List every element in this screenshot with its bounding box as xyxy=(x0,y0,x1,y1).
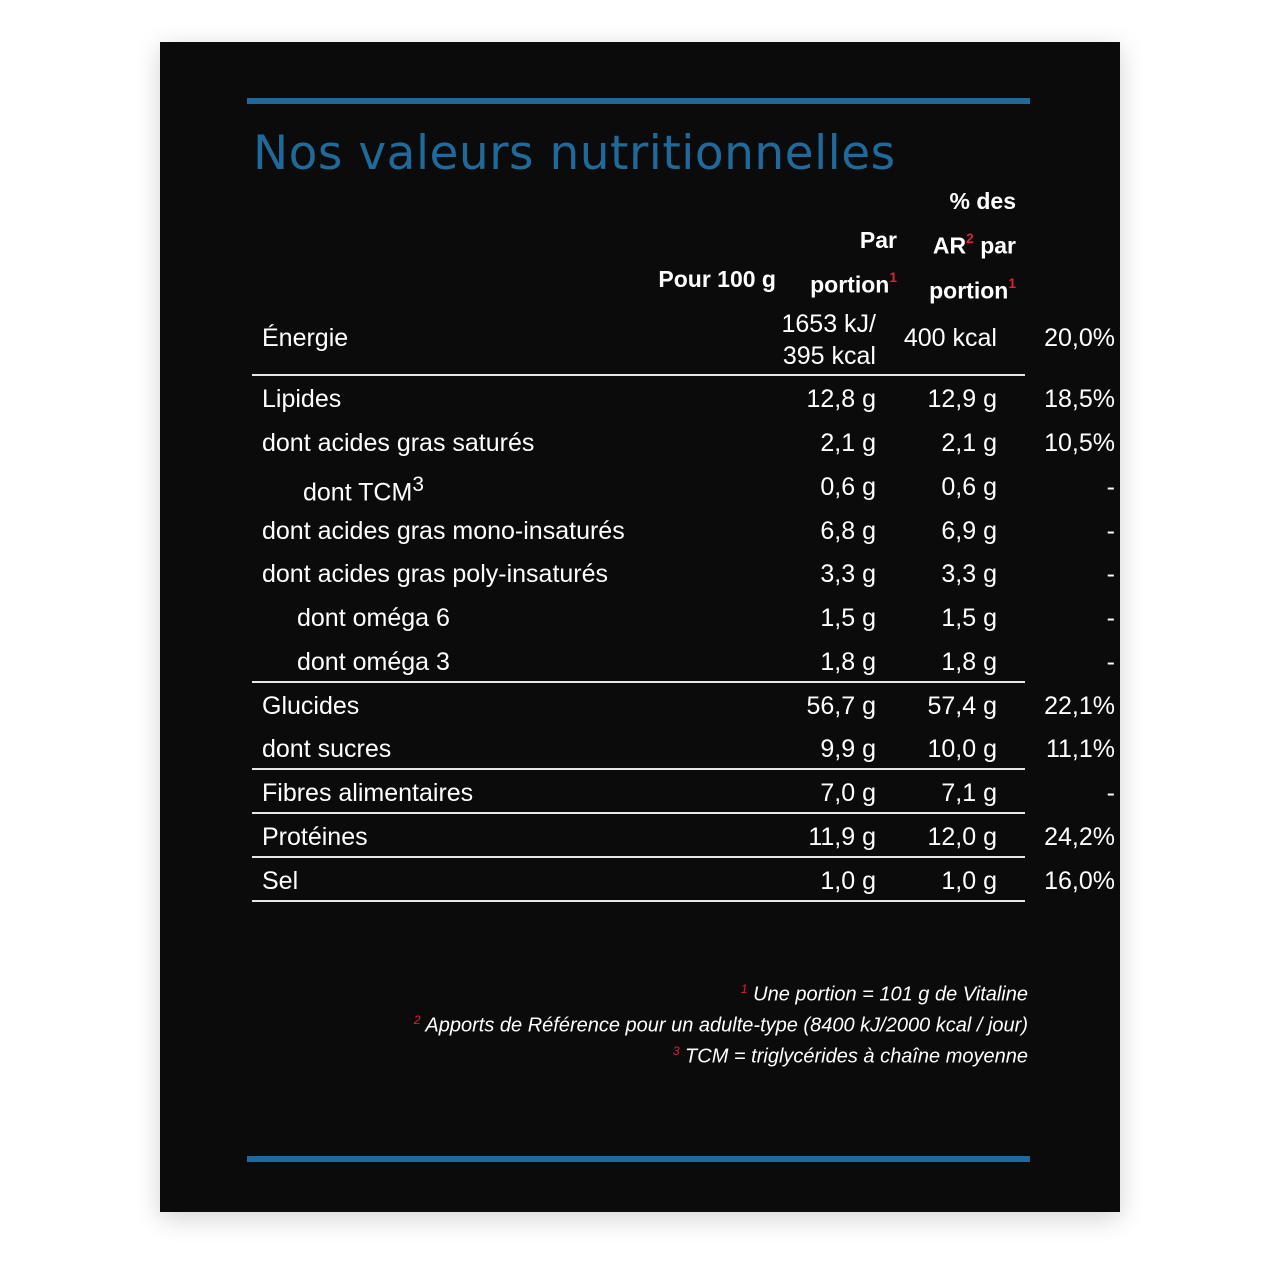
table-row xyxy=(252,553,1115,597)
value-ar-percent: 18,5% xyxy=(1044,385,1115,413)
value-per-100g: 9,9 g xyxy=(820,735,876,763)
value-ar-percent: 16,0% xyxy=(1044,867,1115,895)
value-per-portion: 6,9 g xyxy=(941,517,997,545)
footnote: $^3$ TCM = triglycérides à chaîne moyenne xyxy=(672,1044,1028,1068)
value-per-100g: 6,8 g xyxy=(820,517,876,545)
table-row xyxy=(252,860,1115,904)
header-per-portion: Par portion$^1$ xyxy=(810,227,897,298)
top-accent-rule xyxy=(247,98,1030,104)
value-per-portion: 0,6 g xyxy=(941,473,997,501)
table-row xyxy=(252,772,1115,816)
row-divider xyxy=(252,768,1025,770)
nutrition-panel xyxy=(160,42,1120,1212)
value-per-100g: 0,6 g xyxy=(820,473,876,501)
value-per-100g: 11,9 g xyxy=(808,823,876,851)
value-ar-percent: - xyxy=(1106,560,1115,588)
row-label: Lipides xyxy=(262,385,342,413)
value-per-portion: 3,3 g xyxy=(941,560,997,588)
value-ar-percent: - xyxy=(1106,473,1115,501)
footnote-mark-1: 1 xyxy=(1008,275,1016,291)
row-divider xyxy=(252,812,1025,814)
row-label: dont acides gras mono-insaturés xyxy=(262,517,625,545)
value-ar-percent: 10,5% xyxy=(1044,429,1115,457)
table-row xyxy=(252,641,1115,685)
row-divider xyxy=(252,856,1025,858)
value-per-portion: 12,9 g xyxy=(927,385,997,413)
row-divider xyxy=(252,681,1025,683)
value-per-100g: 1,5 g xyxy=(820,604,876,632)
table-row xyxy=(252,510,1115,554)
value-ar-percent: - xyxy=(1106,648,1115,676)
value-per-100g: 12,8 g xyxy=(806,385,876,413)
row-divider xyxy=(252,374,1025,376)
page-title: Nos valeurs nutritionnelles xyxy=(253,126,896,181)
value-ar-percent: 20,0% xyxy=(1044,324,1115,352)
bottom-accent-rule xyxy=(247,1156,1030,1162)
row-label: dont sucres xyxy=(262,735,392,763)
table-row xyxy=(252,466,1115,510)
row-label: dont acides gras poly-insaturés xyxy=(262,560,609,588)
footnote-mark-1: 1 xyxy=(889,270,897,285)
table-row xyxy=(252,378,1115,422)
footnote-mark: 2 xyxy=(413,1013,421,1027)
value-per-100g: 3,3 g xyxy=(820,560,876,588)
value-ar-percent: - xyxy=(1106,604,1115,632)
value-per-portion: 1,8 g xyxy=(941,648,997,676)
value-per-100g: 1653 kJ/ 395 kcal xyxy=(781,310,876,370)
table-row xyxy=(252,597,1115,641)
value-ar-percent: 22,1% xyxy=(1044,692,1115,720)
value-per-100g: 1,0 g xyxy=(820,867,876,895)
row-divider xyxy=(252,900,1025,902)
table-row xyxy=(252,728,1115,772)
value-per-100g: 56,7 g xyxy=(806,692,876,720)
row-label: Énergie xyxy=(262,324,349,352)
footnotes xyxy=(360,982,1028,1075)
value-per-portion: 400 kcal xyxy=(903,324,997,352)
value-per-portion: 57,4 g xyxy=(927,692,997,720)
value-ar-percent: - xyxy=(1106,517,1115,545)
row-label: dont acides gras saturés xyxy=(262,429,535,457)
table-row xyxy=(252,816,1115,860)
table-row xyxy=(252,422,1115,466)
value-per-100g: 7,0 g xyxy=(820,779,876,807)
header-per-100g: Pour 100 g xyxy=(658,266,776,292)
value-ar-percent: 24,2% xyxy=(1044,823,1115,851)
row-label: Protéines xyxy=(262,823,368,851)
value-per-portion: 1,0 g xyxy=(941,867,997,895)
value-ar-percent: - xyxy=(1106,779,1115,807)
footnote: $^2$ Apports de Référence pour un adulte-type (8400 kJ/2000 kcal / jour) xyxy=(413,1013,1028,1037)
footnote-mark-3: 3 xyxy=(412,473,424,496)
value-per-portion: 12,0 g xyxy=(927,823,997,851)
row-label: dont TCM$^3$ xyxy=(303,473,424,507)
row-label: Fibres alimentaires xyxy=(262,779,474,807)
footnote-mark: 3 xyxy=(672,1044,680,1058)
footnote-mark: 1 xyxy=(740,982,748,996)
footnote-mark-2: 2 xyxy=(966,231,974,246)
value-per-100g: 1,8 g xyxy=(820,648,876,676)
row-label: dont oméga 6 xyxy=(297,604,450,632)
value-per-portion: 2,1 g xyxy=(941,429,997,457)
footnote: $^1$ Une portion = 101 g de Vitaline xyxy=(740,982,1028,1006)
header-ar-percent: % des $AR^2$ par portion$^1$ xyxy=(929,188,1016,304)
row-label: Sel xyxy=(262,867,299,895)
table-row-energy xyxy=(252,308,1115,374)
row-label: Glucides xyxy=(262,692,360,720)
row-label: dont oméga 3 xyxy=(297,648,450,676)
value-per-100g: 2,1 g xyxy=(820,429,876,457)
value-per-portion: 10,0 g xyxy=(927,735,997,763)
value-per-portion: 1,5 g xyxy=(941,604,997,632)
table-row xyxy=(252,685,1115,729)
value-ar-percent: 11,1% xyxy=(1045,735,1115,763)
value-per-portion: 7,1 g xyxy=(941,779,997,807)
